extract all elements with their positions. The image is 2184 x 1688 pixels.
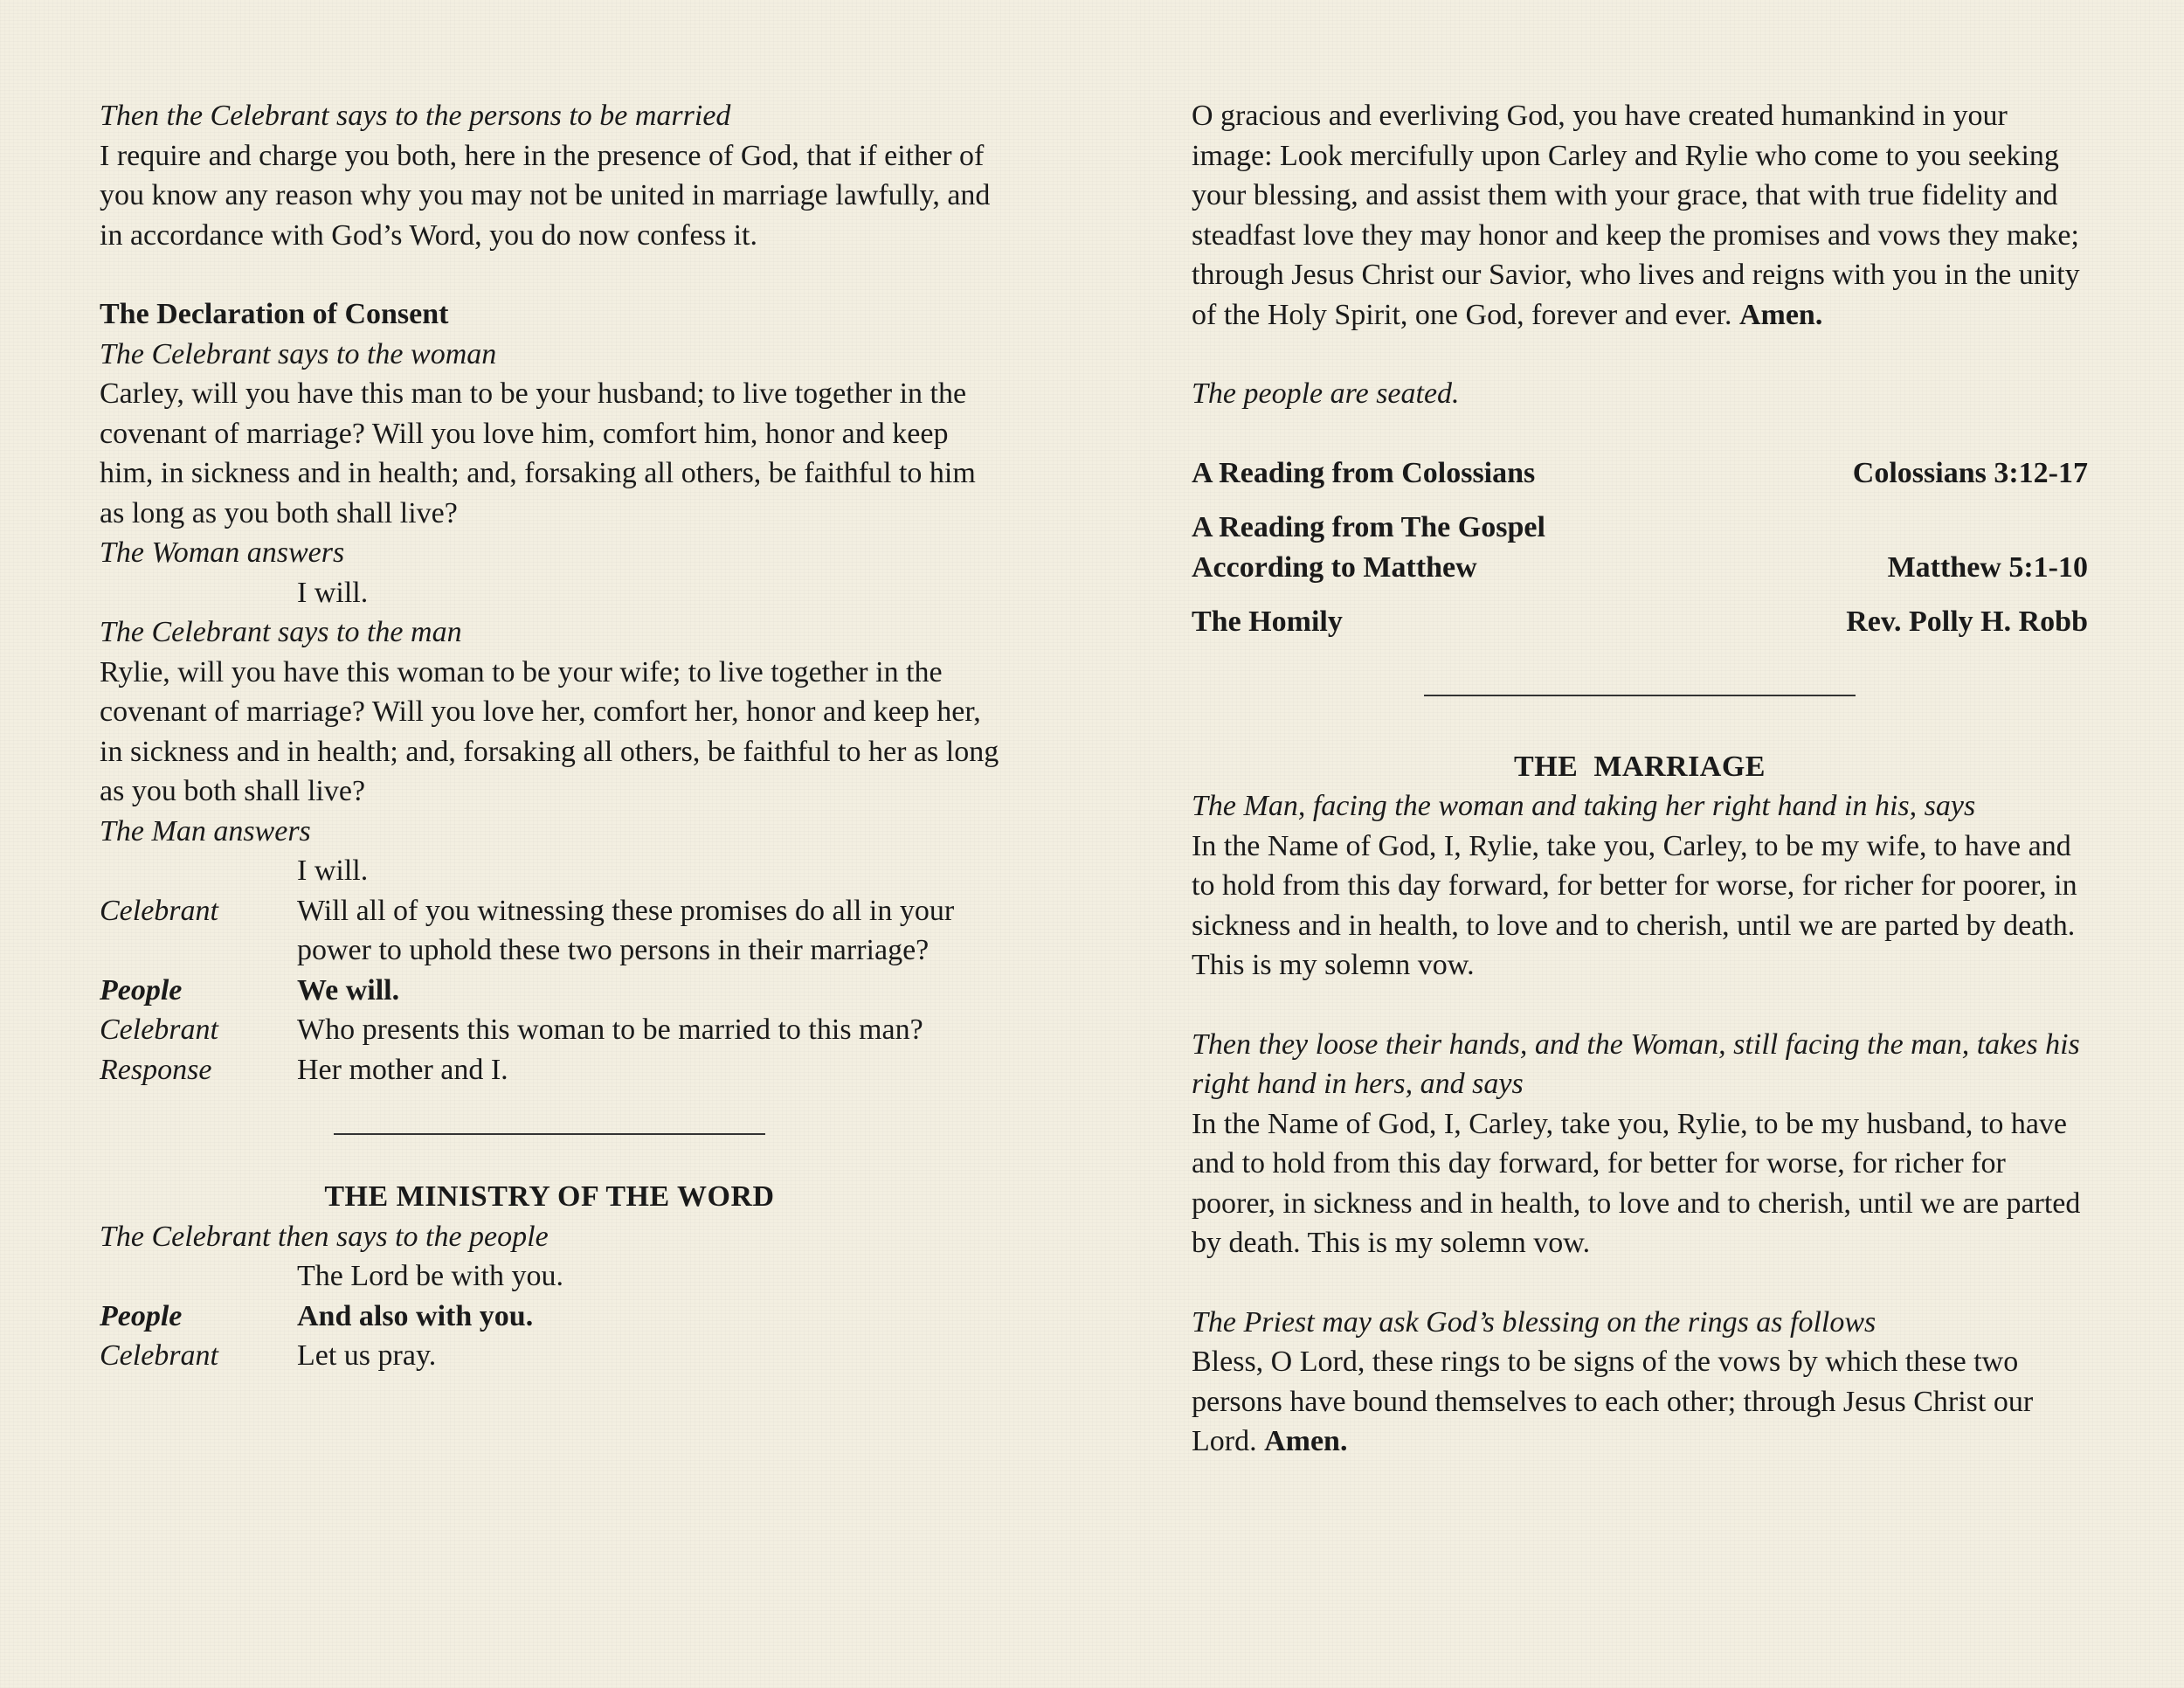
dialogue-row bbox=[100, 1050, 999, 1090]
rings-text bbox=[1192, 1342, 2088, 1462]
rings-body: Bless, O Lord, these rings to be signs of the vows by which these two persons have bound themselves to each other; through Jesus Christ our Lord. bbox=[1192, 1346, 2034, 1457]
dialogue-row bbox=[100, 891, 999, 971]
ministry-heading: THE MINISTRY OF THE WORD bbox=[324, 1180, 775, 1213]
intro-text: I require and charge you both, here in the presence of God, that if either of you know any reason why you may not be united in marriage lawfully, and in accordance with God’s Word, you do now confess it. bbox=[100, 139, 991, 252]
woman-answer: I will. bbox=[297, 576, 369, 609]
marriage-heading: THE MARRIAGE bbox=[1514, 750, 1766, 783]
prayer-amen: Amen. bbox=[1738, 298, 1823, 331]
dialogue-label: Celebrant bbox=[100, 1013, 218, 1046]
dialogue-text: Will all of you witnessing these promises do all in your power to uphold these two persons in their marriage? bbox=[297, 894, 955, 966]
dialogue-label: Celebrant bbox=[100, 894, 218, 927]
man-answers-rubric: The Man answers bbox=[100, 814, 311, 847]
reading-colossians bbox=[1192, 453, 2088, 494]
dialogue-label: People bbox=[100, 973, 183, 1007]
man-question: Rylie, will you have this woman to be your wife; to live together in the covenant of marriage? Will you love her, comfort her, honor and keep her, in sickness and in health; and, forsaking all others, be faithful to her as long as you both shall live? bbox=[100, 655, 999, 807]
reading-homily bbox=[1192, 602, 2088, 642]
ministry-rubric: The Celebrant then says to the people bbox=[100, 1220, 549, 1253]
dialogue-text: We will. bbox=[297, 973, 400, 1007]
reading-gospel bbox=[1192, 508, 2088, 587]
consent-heading: The Declaration of Consent bbox=[100, 298, 449, 330]
man-vow-rubric: The Man, facing the woman and taking her right hand in his, says bbox=[1192, 790, 1976, 822]
reading-title-line: According to Matthew bbox=[1192, 550, 1477, 584]
dialogue-row bbox=[100, 1297, 999, 1337]
dialogue-text: Let us pray. bbox=[297, 1339, 437, 1372]
dialogue-label: People bbox=[100, 1299, 183, 1332]
woman-rubric: The Celebrant says to the woman bbox=[100, 337, 497, 370]
dialogue-label: Response bbox=[100, 1053, 212, 1086]
dialogue bbox=[100, 891, 999, 1090]
dialogue-row bbox=[100, 1010, 999, 1050]
woman-vow-rubric: Then they loose their hands, and the Woman, still facing the man, takes his right hand in hers, and says bbox=[1192, 1027, 2080, 1100]
reading-title bbox=[1192, 508, 1545, 587]
reading-ref: Colossians 3:12-17 bbox=[1852, 456, 2088, 489]
seated-rubric: The people are seated. bbox=[1192, 377, 1460, 410]
man-answer: I will. bbox=[297, 854, 369, 887]
reading-title: A Reading from Colossians bbox=[1192, 456, 1536, 489]
left-page bbox=[100, 96, 999, 1376]
woman-question: Carley, will you have this man to be your husband; to live together in the covenant of marriage? Will you love him, comfort him, honor and keep him, in sickness and in health; and, forsaking all others, be faithful to him as long as you both shall live? bbox=[100, 377, 976, 529]
woman-vow: In the Name of God, I, Carley, take you, Rylie, to be my husband, to have and to hold from this day forward, for better for worse, for richer for poorer, in sickness and in health, to love and to cherish, until we are parted by death. This is my solemn vow. bbox=[1192, 1107, 2081, 1259]
reading-title: The Homily bbox=[1192, 605, 1343, 638]
prayer-body: O gracious and everliving God, you have created humankind in your image: Look mercifully upon Carley and Rylie who come to you seeking your blessing, and assist them with your grace, that with true fidelity and steadfast love they may honor and keep the promises and vows they make; through Jesus Christ our Savior, who lives and reigns with you in the unity of the Holy Spirit, one God, forever and ever. bbox=[1192, 100, 2080, 331]
intro-rubric: Then the Celebrant says to the persons to be married bbox=[100, 100, 731, 132]
dialogue-text: Her mother and I. bbox=[297, 1053, 508, 1086]
dialogue-label: Celebrant bbox=[100, 1339, 218, 1372]
woman-answers-rubric: The Woman answers bbox=[100, 536, 345, 569]
reading-title-line: A Reading from The Gospel bbox=[1192, 511, 1545, 543]
man-rubric: The Celebrant says to the man bbox=[100, 616, 462, 648]
dialogue-row bbox=[100, 971, 999, 1011]
reading-ref: Matthew 5:1-10 bbox=[1887, 550, 2088, 584]
dialogue-text: And also with you. bbox=[297, 1299, 534, 1332]
rings-rubric: The Priest may ask God’s blessing on the rings as follows bbox=[1192, 1305, 1876, 1339]
prayer-text bbox=[1192, 96, 2088, 335]
man-vow: In the Name of God, I, Rylie, take you, Carley, to be my wife, to have and to hold from this day forward, for better for worse, for richer for poorer, in sickness and in health, to love and to cherish, until we are parted by death. This is my solemn vow. bbox=[1192, 829, 2077, 981]
dialogue-row bbox=[100, 1336, 999, 1376]
dialogue-text: Who presents this woman to be married to this man? bbox=[297, 1013, 923, 1046]
reading-ref: Rev. Polly H. Robb bbox=[1846, 605, 2088, 638]
ministry-line: The Lord be with you. bbox=[297, 1260, 563, 1292]
rings-amen: Amen. bbox=[1264, 1425, 1348, 1457]
right-page bbox=[1192, 96, 2088, 1462]
